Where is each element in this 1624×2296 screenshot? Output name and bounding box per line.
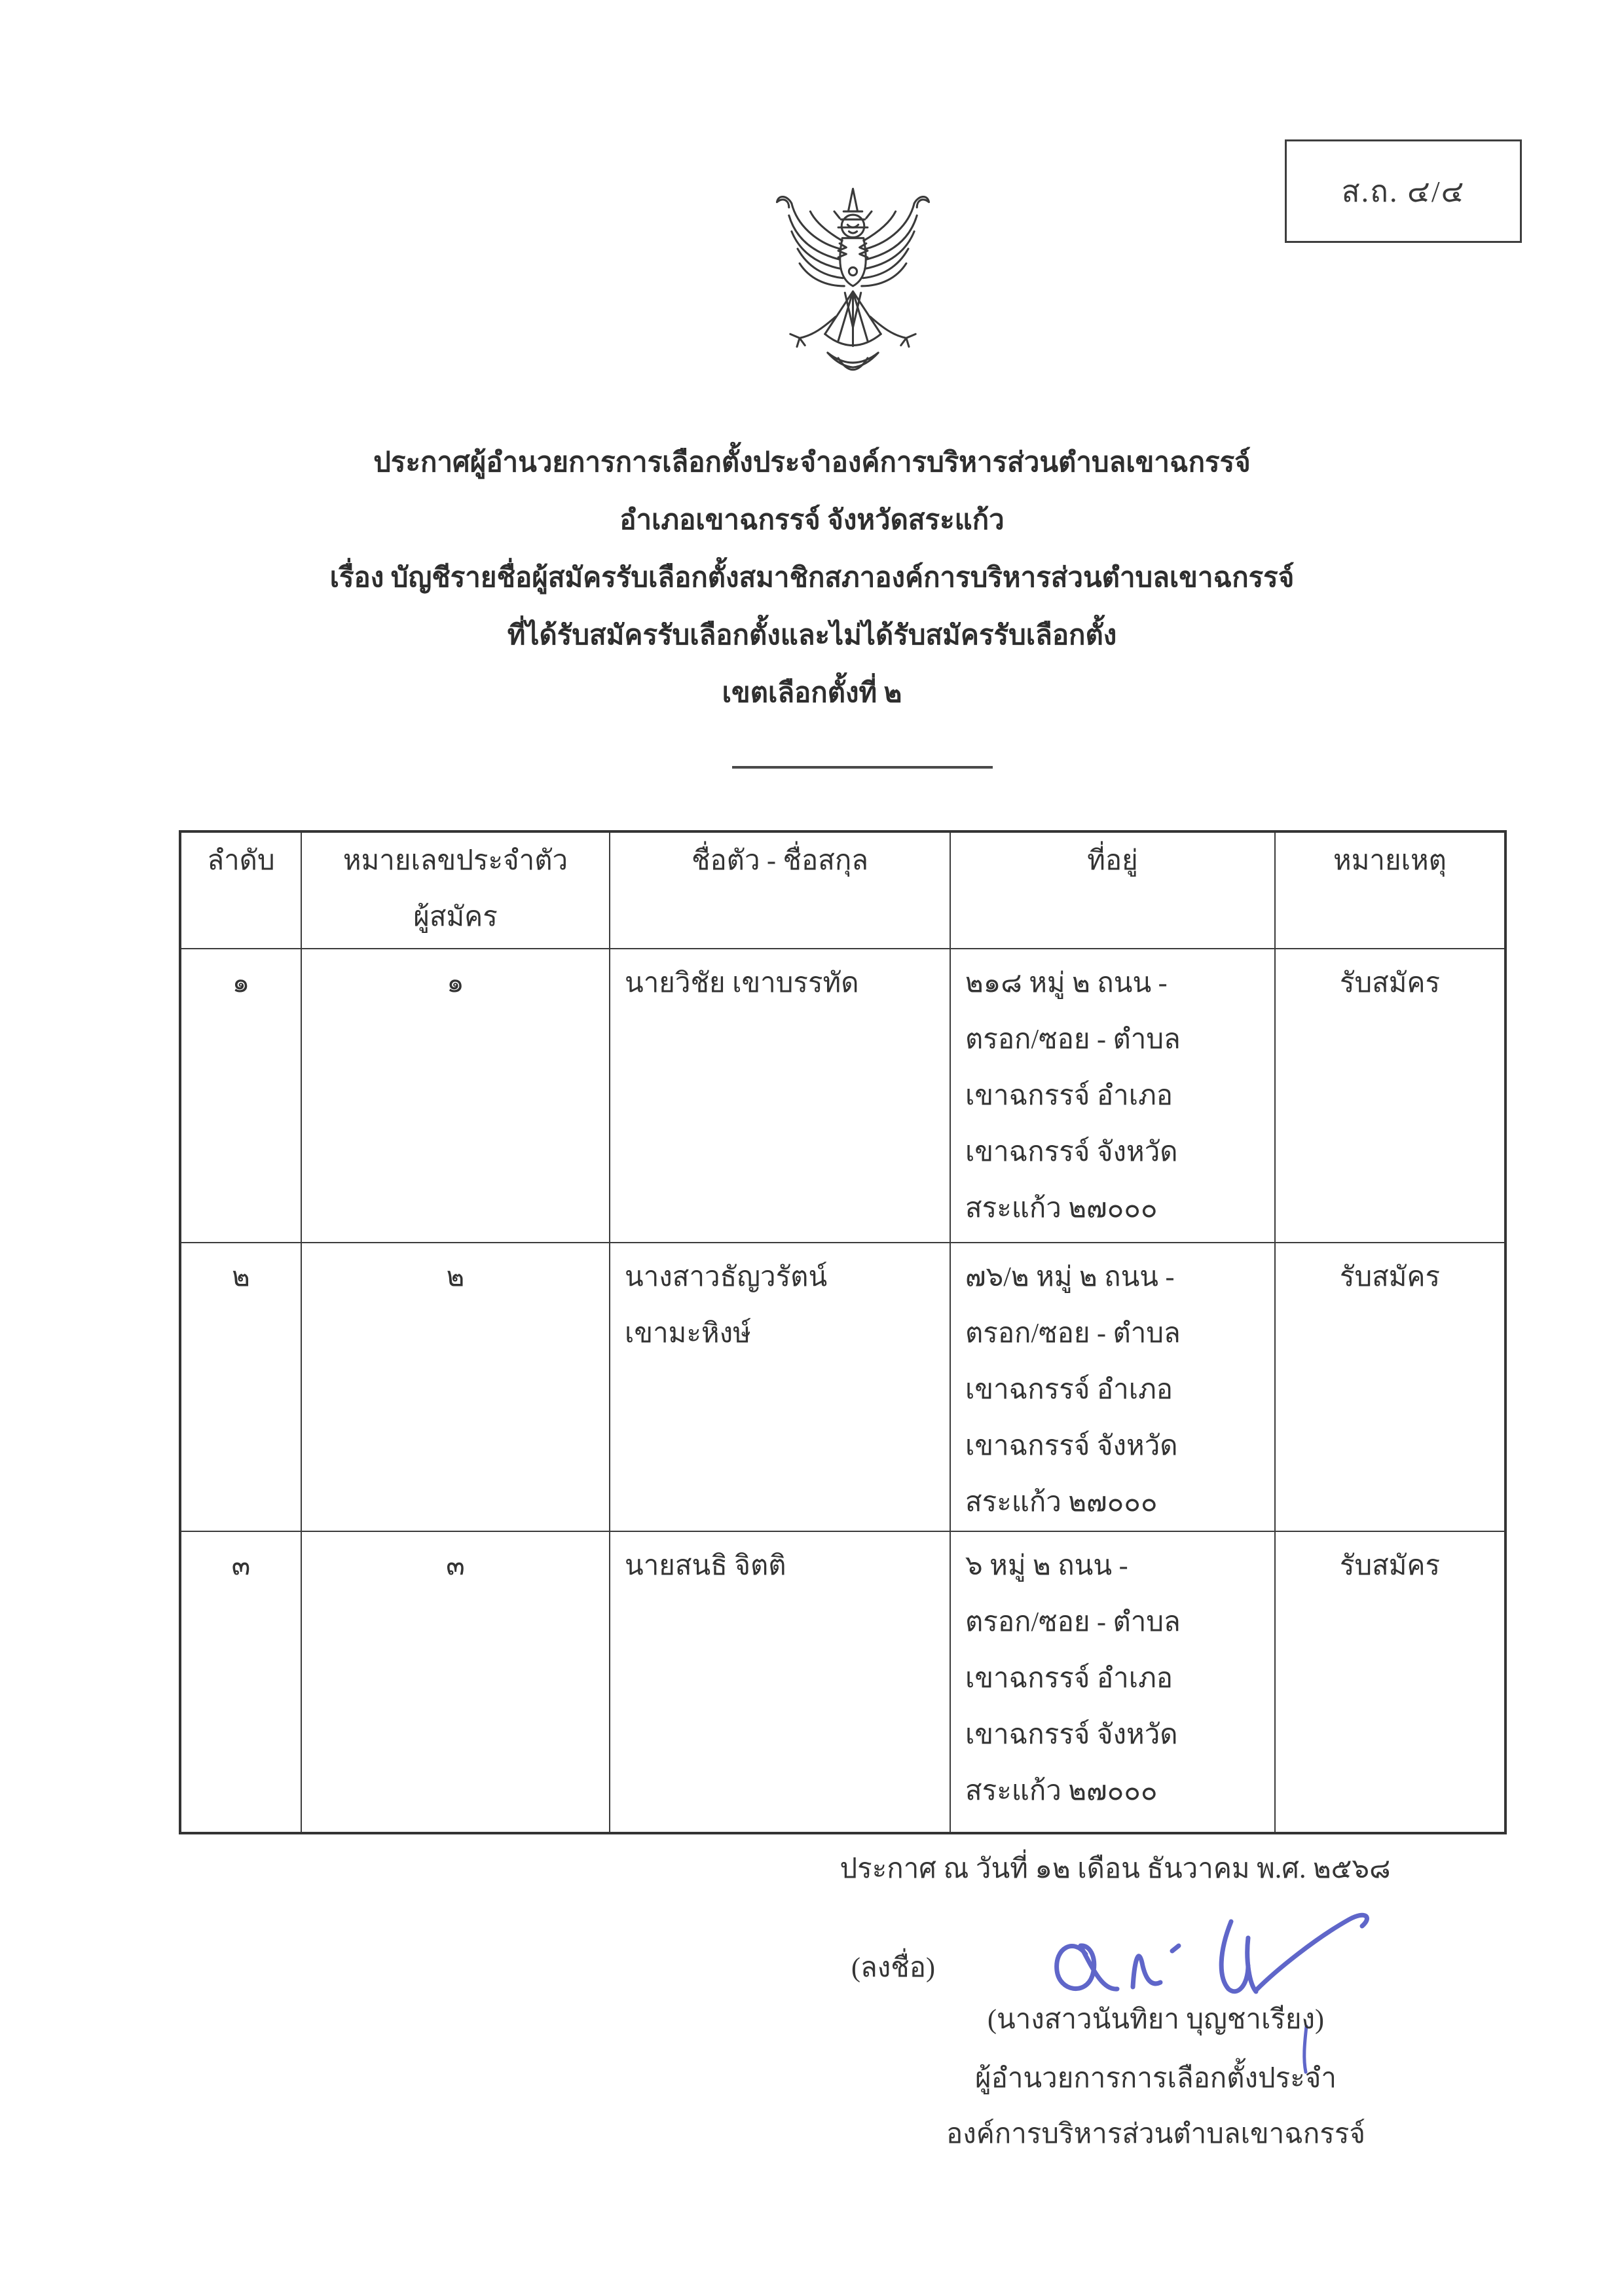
row3-candidate-id: ๓ [301, 1531, 610, 1833]
row2-remark: รับสมัคร [1275, 1243, 1505, 1531]
row3-address: ๖ หมู่ ๒ ถนน - ตรอก/ซอย - ตำบล เขาฉกรรจ์ อำเภอ เขาฉกรรจ์ จังหวัด สระแก้ว ๒๗๐๐๐ [950, 1531, 1275, 1833]
row1-name: นายวิชัย เขาบรรทัด [610, 949, 950, 1243]
row3-name: นายสนธิ จิตติ [610, 1531, 950, 1833]
signer-title-line2: องค์การบริหารส่วนตำบลเขาฉกรรจ์ [946, 2119, 1366, 2149]
table-header-row [180, 831, 1505, 949]
row2-address: ๗๖/๒ หมู่ ๒ ถนน - ตรอก/ซอย - ตำบล เขาฉกรรจ์ อำเภอ เขาฉกรรจ์ จังหวัด สระแก้ว ๒๗๐๐๐ [950, 1243, 1275, 1531]
row1-address: ๒๑๘ หมู่ ๒ ถนน - ตรอก/ซอย - ตำบล เขาฉกรรจ์ อำเภอ เขาฉกรรจ์ จังหวัด สระแก้ว ๒๗๐๐๐ [950, 949, 1275, 1243]
signature [1035, 1892, 1375, 2082]
header-address: ที่อยู่ [950, 831, 1275, 949]
title-line-3: เรื่อง บัญชีรายชื่อผู้สมัครรับเลือกตั้งสมาชิกสภาองค์การบริหารส่วนตำบลเขาฉกรรจ์ [329, 563, 1295, 593]
signer-title-line1: ผู้อำนวยการการเลือกตั้งประจำ [975, 2064, 1337, 2094]
row1-remark: รับสมัคร [1275, 949, 1505, 1243]
header-candidate-id: หมายเลขประจำตัว ผู้สมัคร [301, 831, 610, 949]
row2-name: นางสาวธัญวรัตน์ เขามะหิงษ์ [610, 1243, 950, 1531]
row1-no: ๑ [180, 949, 301, 1243]
title-line-5: เขตเลือกตั้งที่ ๒ [722, 678, 902, 708]
table-row [180, 1531, 1505, 1833]
form-code: ส.ถ. ๔/๔ [1341, 174, 1466, 208]
title-line-2: อำเภอเขาฉกรรจ์ จังหวัดสระแก้ว [619, 505, 1005, 536]
row3-remark: รับสมัคร [1275, 1531, 1505, 1833]
row1-candidate-id: ๑ [301, 949, 610, 1243]
row2-no: ๒ [180, 1243, 301, 1531]
header-name: ชื่อตัว - ชื่อสกุล [610, 831, 950, 949]
header-remark: หมายเหตุ [1275, 831, 1505, 949]
table-row [180, 1243, 1505, 1531]
header-no: ลำดับ [180, 831, 301, 949]
title-divider [732, 766, 993, 769]
table-row [180, 949, 1505, 1243]
garuda-emblem-icon [760, 183, 946, 393]
row2-candidate-id: ๒ [301, 1243, 610, 1531]
title-line-1: ประกาศผู้อำนวยการการเลือกตั้งประจำองค์การบริหารส่วนตำบลเขาฉกรรจ์ [373, 448, 1251, 478]
title-line-4: ที่ได้รับสมัครรับเลือกตั้งและไม่ได้รับสมัครรับเลือกตั้ง [507, 621, 1117, 651]
candidates-table [179, 830, 1507, 1834]
row3-no: ๓ [180, 1531, 301, 1833]
signer-name: (นางสาวนันทิยา บุญชาเรียง) [987, 2005, 1324, 2035]
document-title [0, 434, 1624, 722]
announcement-date: ประกาศ ณ วันที่ ๑๒ เดือน ธันวาคม พ.ศ. ๒๕๖๘ [840, 1854, 1391, 1884]
form-code-box [1285, 139, 1522, 243]
sign-label: (ลงชื่อ) [851, 1953, 935, 1983]
